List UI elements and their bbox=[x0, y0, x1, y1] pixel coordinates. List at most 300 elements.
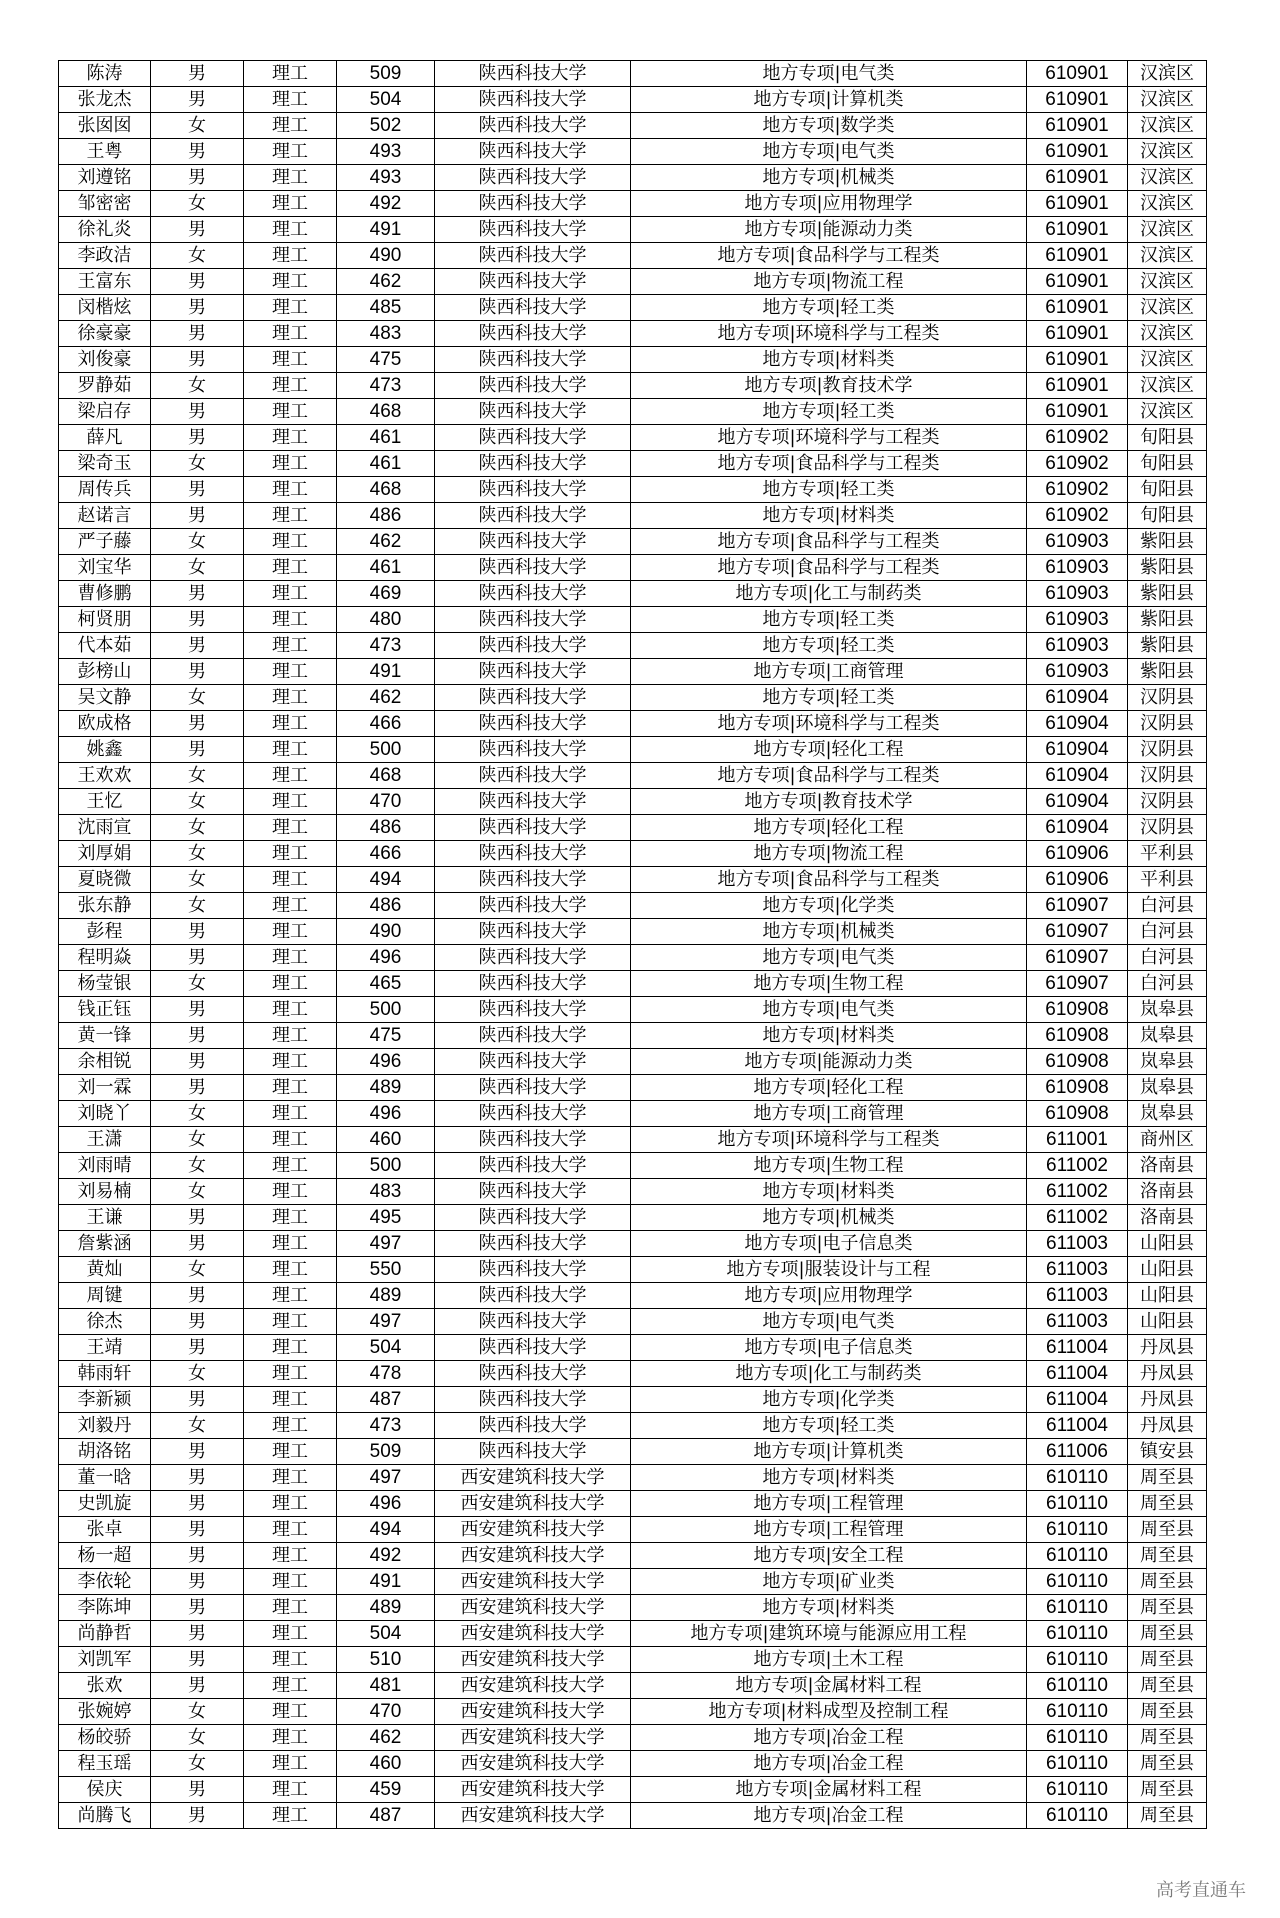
table-row bbox=[59, 555, 1207, 581]
name-cell: 严子藤 bbox=[59, 529, 151, 555]
name-cell: 黄一锋 bbox=[59, 1023, 151, 1049]
code-cell: 611004 bbox=[1027, 1361, 1128, 1387]
code-cell: 611003 bbox=[1027, 1257, 1128, 1283]
university-cell: 陕西科技大学 bbox=[435, 1075, 631, 1101]
score-cell: 496 bbox=[337, 945, 435, 971]
major-cell: 地方专项|食品科学与工程类 bbox=[631, 867, 1027, 893]
district-cell: 周至县 bbox=[1128, 1699, 1207, 1725]
category-cell: 理工 bbox=[244, 191, 337, 217]
name-cell: 余相锐 bbox=[59, 1049, 151, 1075]
table-row bbox=[59, 373, 1207, 399]
score-cell: 475 bbox=[337, 1023, 435, 1049]
university-cell: 西安建筑科技大学 bbox=[435, 1595, 631, 1621]
name-cell: 王富东 bbox=[59, 269, 151, 295]
table-row bbox=[59, 763, 1207, 789]
university-cell: 西安建筑科技大学 bbox=[435, 1491, 631, 1517]
gender-cell: 女 bbox=[151, 1725, 244, 1751]
gender-cell: 男 bbox=[151, 1673, 244, 1699]
university-cell: 陕西科技大学 bbox=[435, 1179, 631, 1205]
district-cell: 汉滨区 bbox=[1128, 191, 1207, 217]
university-cell: 陕西科技大学 bbox=[435, 1309, 631, 1335]
gender-cell: 男 bbox=[151, 347, 244, 373]
major-cell: 地方专项|食品科学与工程类 bbox=[631, 451, 1027, 477]
university-cell: 西安建筑科技大学 bbox=[435, 1673, 631, 1699]
name-cell: 梁启存 bbox=[59, 399, 151, 425]
district-cell: 紫阳县 bbox=[1128, 633, 1207, 659]
name-cell: 姚鑫 bbox=[59, 737, 151, 763]
gender-cell: 女 bbox=[151, 113, 244, 139]
score-cell: 485 bbox=[337, 295, 435, 321]
district-cell: 汉阴县 bbox=[1128, 737, 1207, 763]
category-cell: 理工 bbox=[244, 971, 337, 997]
score-cell: 509 bbox=[337, 1439, 435, 1465]
category-cell: 理工 bbox=[244, 1283, 337, 1309]
district-cell: 旬阳县 bbox=[1128, 477, 1207, 503]
name-cell: 王谦 bbox=[59, 1205, 151, 1231]
code-cell: 610110 bbox=[1027, 1517, 1128, 1543]
table-row bbox=[59, 581, 1207, 607]
major-cell: 地方专项|环境科学与工程类 bbox=[631, 321, 1027, 347]
major-cell: 地方专项|环境科学与工程类 bbox=[631, 711, 1027, 737]
table-row bbox=[59, 1387, 1207, 1413]
university-cell: 陕西科技大学 bbox=[435, 1153, 631, 1179]
district-cell: 汉阴县 bbox=[1128, 763, 1207, 789]
major-cell: 地方专项|轻工类 bbox=[631, 295, 1027, 321]
name-cell: 王忆 bbox=[59, 789, 151, 815]
code-cell: 611002 bbox=[1027, 1179, 1128, 1205]
gender-cell: 男 bbox=[151, 1491, 244, 1517]
code-cell: 611004 bbox=[1027, 1413, 1128, 1439]
university-cell: 陕西科技大学 bbox=[435, 399, 631, 425]
university-cell: 陕西科技大学 bbox=[435, 685, 631, 711]
table-row bbox=[59, 113, 1207, 139]
name-cell: 周键 bbox=[59, 1283, 151, 1309]
category-cell: 理工 bbox=[244, 1049, 337, 1075]
score-cell: 469 bbox=[337, 581, 435, 607]
code-cell: 611004 bbox=[1027, 1387, 1128, 1413]
table-row bbox=[59, 893, 1207, 919]
score-cell: 491 bbox=[337, 217, 435, 243]
university-cell: 陕西科技大学 bbox=[435, 425, 631, 451]
table-row bbox=[59, 217, 1207, 243]
major-cell: 地方专项|轻化工程 bbox=[631, 815, 1027, 841]
table-row bbox=[59, 139, 1207, 165]
table-row bbox=[59, 711, 1207, 737]
table-row bbox=[59, 789, 1207, 815]
category-cell: 理工 bbox=[244, 1673, 337, 1699]
university-cell: 陕西科技大学 bbox=[435, 1101, 631, 1127]
score-cell: 491 bbox=[337, 659, 435, 685]
name-cell: 彭程 bbox=[59, 919, 151, 945]
name-cell: 程明焱 bbox=[59, 945, 151, 971]
score-cell: 493 bbox=[337, 165, 435, 191]
university-cell: 西安建筑科技大学 bbox=[435, 1465, 631, 1491]
code-cell: 610110 bbox=[1027, 1621, 1128, 1647]
code-cell: 610110 bbox=[1027, 1725, 1128, 1751]
table-row bbox=[59, 1491, 1207, 1517]
district-cell: 汉滨区 bbox=[1128, 165, 1207, 191]
category-cell: 理工 bbox=[244, 1127, 337, 1153]
table-row bbox=[59, 1543, 1207, 1569]
code-cell: 610901 bbox=[1027, 165, 1128, 191]
score-cell: 462 bbox=[337, 269, 435, 295]
major-cell: 地方专项|工程管理 bbox=[631, 1491, 1027, 1517]
name-cell: 张东静 bbox=[59, 893, 151, 919]
score-cell: 459 bbox=[337, 1777, 435, 1803]
gender-cell: 男 bbox=[151, 269, 244, 295]
gender-cell: 男 bbox=[151, 1439, 244, 1465]
university-cell: 陕西科技大学 bbox=[435, 139, 631, 165]
code-cell: 611003 bbox=[1027, 1231, 1128, 1257]
name-cell: 陈涛 bbox=[59, 61, 151, 87]
university-cell: 陕西科技大学 bbox=[435, 347, 631, 373]
major-cell: 地方专项|冶金工程 bbox=[631, 1725, 1027, 1751]
category-cell: 理工 bbox=[244, 815, 337, 841]
district-cell: 丹凤县 bbox=[1128, 1413, 1207, 1439]
major-cell: 地方专项|材料类 bbox=[631, 1023, 1027, 1049]
score-cell: 486 bbox=[337, 815, 435, 841]
code-cell: 610110 bbox=[1027, 1569, 1128, 1595]
gender-cell: 男 bbox=[151, 1517, 244, 1543]
district-cell: 汉阴县 bbox=[1128, 711, 1207, 737]
category-cell: 理工 bbox=[244, 1101, 337, 1127]
district-cell: 周至县 bbox=[1128, 1465, 1207, 1491]
category-cell: 理工 bbox=[244, 1335, 337, 1361]
name-cell: 胡洛铭 bbox=[59, 1439, 151, 1465]
district-cell: 周至县 bbox=[1128, 1751, 1207, 1777]
score-cell: 466 bbox=[337, 711, 435, 737]
major-cell: 地方专项|化学类 bbox=[631, 893, 1027, 919]
gender-cell: 女 bbox=[151, 971, 244, 997]
table-row bbox=[59, 503, 1207, 529]
gender-cell: 男 bbox=[151, 87, 244, 113]
district-cell: 汉滨区 bbox=[1128, 243, 1207, 269]
gender-cell: 男 bbox=[151, 1569, 244, 1595]
name-cell: 刘一霖 bbox=[59, 1075, 151, 1101]
category-cell: 理工 bbox=[244, 737, 337, 763]
score-cell: 489 bbox=[337, 1075, 435, 1101]
university-cell: 陕西科技大学 bbox=[435, 789, 631, 815]
name-cell: 李陈坤 bbox=[59, 1595, 151, 1621]
major-cell: 地方专项|能源动力类 bbox=[631, 217, 1027, 243]
code-cell: 610906 bbox=[1027, 867, 1128, 893]
gender-cell: 女 bbox=[151, 893, 244, 919]
name-cell: 彭榜山 bbox=[59, 659, 151, 685]
table-row bbox=[59, 1179, 1207, 1205]
district-cell: 周至县 bbox=[1128, 1517, 1207, 1543]
score-cell: 468 bbox=[337, 477, 435, 503]
district-cell: 周至县 bbox=[1128, 1621, 1207, 1647]
major-cell: 地方专项|材料类 bbox=[631, 347, 1027, 373]
district-cell: 紫阳县 bbox=[1128, 529, 1207, 555]
major-cell: 地方专项|教育技术学 bbox=[631, 373, 1027, 399]
name-cell: 薛凡 bbox=[59, 425, 151, 451]
code-cell: 610901 bbox=[1027, 347, 1128, 373]
district-cell: 旬阳县 bbox=[1128, 451, 1207, 477]
name-cell: 刘雨晴 bbox=[59, 1153, 151, 1179]
score-cell: 461 bbox=[337, 451, 435, 477]
code-cell: 610110 bbox=[1027, 1595, 1128, 1621]
major-cell: 地方专项|物流工程 bbox=[631, 269, 1027, 295]
admission-table-body bbox=[59, 61, 1207, 1829]
name-cell: 杨莹银 bbox=[59, 971, 151, 997]
major-cell: 地方专项|轻工类 bbox=[631, 607, 1027, 633]
major-cell: 地方专项|电气类 bbox=[631, 997, 1027, 1023]
district-cell: 周至县 bbox=[1128, 1673, 1207, 1699]
gender-cell: 男 bbox=[151, 1465, 244, 1491]
major-cell: 地方专项|应用物理学 bbox=[631, 191, 1027, 217]
code-cell: 610903 bbox=[1027, 581, 1128, 607]
score-cell: 473 bbox=[337, 633, 435, 659]
district-cell: 丹凤县 bbox=[1128, 1387, 1207, 1413]
name-cell: 杨皎骄 bbox=[59, 1725, 151, 1751]
gender-cell: 男 bbox=[151, 1075, 244, 1101]
gender-cell: 男 bbox=[151, 1335, 244, 1361]
code-cell: 610901 bbox=[1027, 269, 1128, 295]
major-cell: 地方专项|数学类 bbox=[631, 113, 1027, 139]
university-cell: 陕西科技大学 bbox=[435, 1335, 631, 1361]
table-row bbox=[59, 1153, 1207, 1179]
code-cell: 610902 bbox=[1027, 503, 1128, 529]
table-row bbox=[59, 1673, 1207, 1699]
category-cell: 理工 bbox=[244, 1387, 337, 1413]
gender-cell: 女 bbox=[151, 685, 244, 711]
major-cell: 地方专项|服装设计与工程 bbox=[631, 1257, 1027, 1283]
table-row bbox=[59, 1595, 1207, 1621]
category-cell: 理工 bbox=[244, 399, 337, 425]
code-cell: 610907 bbox=[1027, 945, 1128, 971]
table-row bbox=[59, 191, 1207, 217]
name-cell: 王靖 bbox=[59, 1335, 151, 1361]
major-cell: 地方专项|冶金工程 bbox=[631, 1751, 1027, 1777]
code-cell: 610901 bbox=[1027, 295, 1128, 321]
score-cell: 495 bbox=[337, 1205, 435, 1231]
major-cell: 地方专项|轻化工程 bbox=[631, 737, 1027, 763]
university-cell: 陕西科技大学 bbox=[435, 1205, 631, 1231]
university-cell: 陕西科技大学 bbox=[435, 217, 631, 243]
major-cell: 地方专项|机械类 bbox=[631, 1205, 1027, 1231]
table-row bbox=[59, 815, 1207, 841]
major-cell: 地方专项|轻工类 bbox=[631, 633, 1027, 659]
code-cell: 610901 bbox=[1027, 191, 1128, 217]
name-cell: 代本茹 bbox=[59, 633, 151, 659]
name-cell: 刘凯军 bbox=[59, 1647, 151, 1673]
major-cell: 地方专项|轻化工程 bbox=[631, 1075, 1027, 1101]
code-cell: 610904 bbox=[1027, 789, 1128, 815]
district-cell: 洛南县 bbox=[1128, 1153, 1207, 1179]
district-cell: 汉阴县 bbox=[1128, 815, 1207, 841]
code-cell: 611006 bbox=[1027, 1439, 1128, 1465]
name-cell: 董一晗 bbox=[59, 1465, 151, 1491]
university-cell: 西安建筑科技大学 bbox=[435, 1517, 631, 1543]
university-cell: 陕西科技大学 bbox=[435, 451, 631, 477]
name-cell: 徐豪豪 bbox=[59, 321, 151, 347]
name-cell: 梁奇玉 bbox=[59, 451, 151, 477]
category-cell: 理工 bbox=[244, 711, 337, 737]
table-row bbox=[59, 61, 1207, 87]
district-cell: 周至县 bbox=[1128, 1569, 1207, 1595]
district-cell: 汉滨区 bbox=[1128, 139, 1207, 165]
score-cell: 492 bbox=[337, 1543, 435, 1569]
table-row bbox=[59, 607, 1207, 633]
gender-cell: 男 bbox=[151, 659, 244, 685]
gender-cell: 男 bbox=[151, 945, 244, 971]
university-cell: 陕西科技大学 bbox=[435, 269, 631, 295]
score-cell: 510 bbox=[337, 1647, 435, 1673]
table-row bbox=[59, 243, 1207, 269]
university-cell: 陕西科技大学 bbox=[435, 477, 631, 503]
table-row bbox=[59, 1413, 1207, 1439]
gender-cell: 男 bbox=[151, 1595, 244, 1621]
district-cell: 岚皋县 bbox=[1128, 1023, 1207, 1049]
major-cell: 地方专项|安全工程 bbox=[631, 1543, 1027, 1569]
category-cell: 理工 bbox=[244, 1075, 337, 1101]
university-cell: 陕西科技大学 bbox=[435, 555, 631, 581]
gender-cell: 男 bbox=[151, 581, 244, 607]
district-cell: 山阳县 bbox=[1128, 1309, 1207, 1335]
district-cell: 旬阳县 bbox=[1128, 425, 1207, 451]
table-row bbox=[59, 1621, 1207, 1647]
university-cell: 陕西科技大学 bbox=[435, 659, 631, 685]
university-cell: 西安建筑科技大学 bbox=[435, 1543, 631, 1569]
name-cell: 王粤 bbox=[59, 139, 151, 165]
district-cell: 紫阳县 bbox=[1128, 659, 1207, 685]
name-cell: 詹紫涵 bbox=[59, 1231, 151, 1257]
category-cell: 理工 bbox=[244, 1465, 337, 1491]
table-row bbox=[59, 1023, 1207, 1049]
code-cell: 610110 bbox=[1027, 1543, 1128, 1569]
university-cell: 陕西科技大学 bbox=[435, 737, 631, 763]
university-cell: 陕西科技大学 bbox=[435, 1361, 631, 1387]
major-cell: 地方专项|化工与制药类 bbox=[631, 1361, 1027, 1387]
gender-cell: 男 bbox=[151, 607, 244, 633]
district-cell: 汉滨区 bbox=[1128, 347, 1207, 373]
code-cell: 610907 bbox=[1027, 893, 1128, 919]
district-cell: 周至县 bbox=[1128, 1803, 1207, 1829]
university-cell: 陕西科技大学 bbox=[435, 971, 631, 997]
category-cell: 理工 bbox=[244, 1751, 337, 1777]
name-cell: 赵诺言 bbox=[59, 503, 151, 529]
table-row bbox=[59, 269, 1207, 295]
table-row bbox=[59, 1309, 1207, 1335]
name-cell: 李依轮 bbox=[59, 1569, 151, 1595]
gender-cell: 男 bbox=[151, 1803, 244, 1829]
table-row bbox=[59, 451, 1207, 477]
gender-cell: 男 bbox=[151, 1231, 244, 1257]
table-row bbox=[59, 1699, 1207, 1725]
university-cell: 陕西科技大学 bbox=[435, 1283, 631, 1309]
district-cell: 白河县 bbox=[1128, 893, 1207, 919]
gender-cell: 男 bbox=[151, 737, 244, 763]
table-row bbox=[59, 659, 1207, 685]
district-cell: 平利县 bbox=[1128, 841, 1207, 867]
major-cell: 地方专项|矿业类 bbox=[631, 1569, 1027, 1595]
name-cell: 邹密密 bbox=[59, 191, 151, 217]
table-row bbox=[59, 945, 1207, 971]
university-cell: 陕西科技大学 bbox=[435, 1439, 631, 1465]
category-cell: 理工 bbox=[244, 1153, 337, 1179]
major-cell: 地方专项|材料类 bbox=[631, 1179, 1027, 1205]
major-cell: 地方专项|电子信息类 bbox=[631, 1231, 1027, 1257]
gender-cell: 女 bbox=[151, 815, 244, 841]
major-cell: 地方专项|工商管理 bbox=[631, 1101, 1027, 1127]
major-cell: 地方专项|计算机类 bbox=[631, 87, 1027, 113]
major-cell: 地方专项|轻工类 bbox=[631, 1413, 1027, 1439]
gender-cell: 女 bbox=[151, 1179, 244, 1205]
category-cell: 理工 bbox=[244, 243, 337, 269]
major-cell: 地方专项|计算机类 bbox=[631, 1439, 1027, 1465]
university-cell: 西安建筑科技大学 bbox=[435, 1621, 631, 1647]
score-cell: 486 bbox=[337, 893, 435, 919]
code-cell: 610110 bbox=[1027, 1751, 1128, 1777]
category-cell: 理工 bbox=[244, 139, 337, 165]
name-cell: 刘宝华 bbox=[59, 555, 151, 581]
category-cell: 理工 bbox=[244, 789, 337, 815]
district-cell: 白河县 bbox=[1128, 971, 1207, 997]
name-cell: 张囡囡 bbox=[59, 113, 151, 139]
name-cell: 曹修鹏 bbox=[59, 581, 151, 607]
major-cell: 地方专项|电气类 bbox=[631, 1309, 1027, 1335]
code-cell: 610908 bbox=[1027, 1049, 1128, 1075]
code-cell: 610908 bbox=[1027, 1101, 1128, 1127]
category-cell: 理工 bbox=[244, 555, 337, 581]
gender-cell: 男 bbox=[151, 1621, 244, 1647]
score-cell: 494 bbox=[337, 867, 435, 893]
table-row bbox=[59, 1231, 1207, 1257]
category-cell: 理工 bbox=[244, 1517, 337, 1543]
code-cell: 610902 bbox=[1027, 477, 1128, 503]
name-cell: 黄灿 bbox=[59, 1257, 151, 1283]
gender-cell: 男 bbox=[151, 1777, 244, 1803]
district-cell: 紫阳县 bbox=[1128, 607, 1207, 633]
district-cell: 汉滨区 bbox=[1128, 269, 1207, 295]
name-cell: 李政洁 bbox=[59, 243, 151, 269]
major-cell: 地方专项|食品科学与工程类 bbox=[631, 763, 1027, 789]
major-cell: 地方专项|工程管理 bbox=[631, 1517, 1027, 1543]
district-cell: 汉滨区 bbox=[1128, 373, 1207, 399]
score-cell: 490 bbox=[337, 243, 435, 269]
university-cell: 陕西科技大学 bbox=[435, 1127, 631, 1153]
score-cell: 483 bbox=[337, 1179, 435, 1205]
table-row bbox=[59, 633, 1207, 659]
score-cell: 470 bbox=[337, 1699, 435, 1725]
table-row bbox=[59, 971, 1207, 997]
name-cell: 程玉瑶 bbox=[59, 1751, 151, 1777]
major-cell: 地方专项|食品科学与工程类 bbox=[631, 555, 1027, 581]
score-cell: 460 bbox=[337, 1751, 435, 1777]
university-cell: 陕西科技大学 bbox=[435, 191, 631, 217]
university-cell: 陕西科技大学 bbox=[435, 997, 631, 1023]
name-cell: 史凯旋 bbox=[59, 1491, 151, 1517]
category-cell: 理工 bbox=[244, 763, 337, 789]
gender-cell: 女 bbox=[151, 789, 244, 815]
code-cell: 611002 bbox=[1027, 1153, 1128, 1179]
university-cell: 西安建筑科技大学 bbox=[435, 1751, 631, 1777]
district-cell: 山阳县 bbox=[1128, 1257, 1207, 1283]
district-cell: 汉滨区 bbox=[1128, 87, 1207, 113]
major-cell: 地方专项|化学类 bbox=[631, 1387, 1027, 1413]
major-cell: 地方专项|材料成型及控制工程 bbox=[631, 1699, 1027, 1725]
district-cell: 紫阳县 bbox=[1128, 581, 1207, 607]
name-cell: 刘遵铭 bbox=[59, 165, 151, 191]
category-cell: 理工 bbox=[244, 841, 337, 867]
category-cell: 理工 bbox=[244, 1361, 337, 1387]
code-cell: 610904 bbox=[1027, 763, 1128, 789]
university-cell: 陕西科技大学 bbox=[435, 529, 631, 555]
code-cell: 610908 bbox=[1027, 997, 1128, 1023]
major-cell: 地方专项|电子信息类 bbox=[631, 1335, 1027, 1361]
gender-cell: 女 bbox=[151, 1101, 244, 1127]
